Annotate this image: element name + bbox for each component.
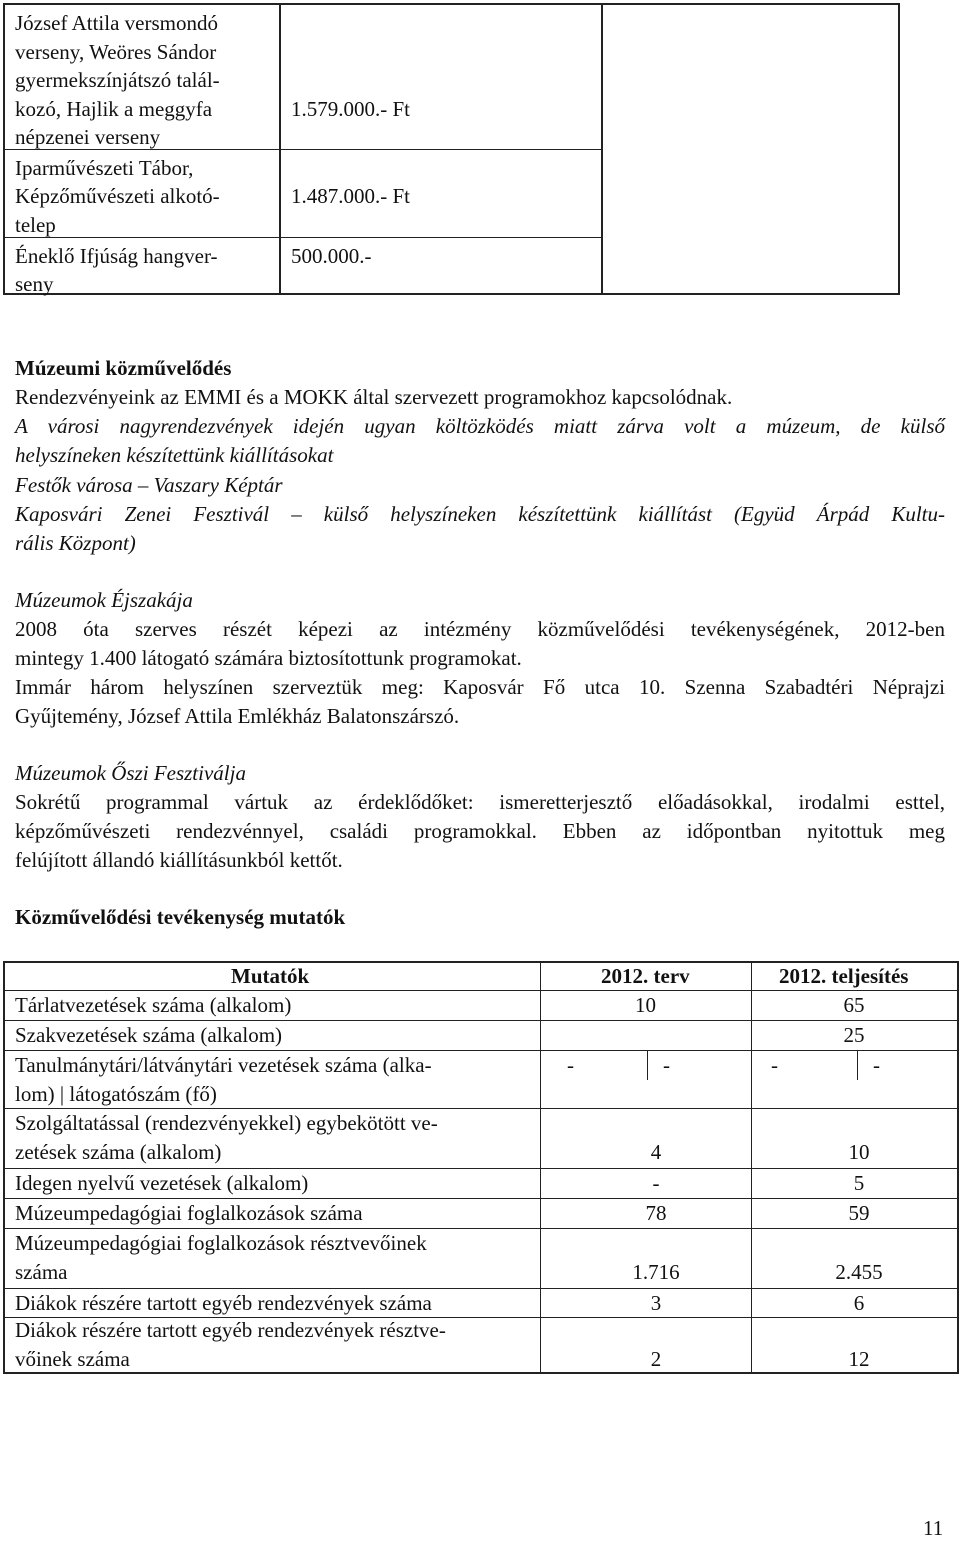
split-value: - [567, 1053, 574, 1077]
museum-heading: Múzeumi közművelődés [15, 356, 232, 380]
row-divider [281, 237, 601, 238]
actual-value: 5 [853, 1171, 865, 1195]
table-row [5, 1229, 957, 1289]
actual-value: 59 [848, 1201, 870, 1225]
plan-value: 2 [650, 1347, 662, 1371]
museum-italic-line: Kaposvári Zenei Fesztivál – külső helyszíneken készítettünk kiállítást (Együd Árpád Kultu- [15, 502, 945, 526]
event-line: Képzőművészeti alkotó- [15, 184, 220, 208]
night-title: Múzeumok Éjszakája [15, 588, 193, 612]
autumn-line: Sokrétű programmal vártuk az érdeklődőket: ismeretterjesztő előadásokkal, irodalmi esttel, [15, 790, 945, 814]
table-row [5, 1289, 957, 1318]
column-header: 2012. teljesítés [779, 964, 909, 988]
event-line: kozó, Hajlik a meggyfa [15, 97, 213, 121]
table-row [5, 1318, 957, 1374]
amounts-column [281, 5, 603, 293]
row-label: Szolgáltatással (rendezvényekkel) egybekötött ve- [15, 1111, 438, 1135]
event-line: Éneklő Ifjúság hangver- [15, 244, 218, 268]
autumn-line: képzőművészeti rendezvénnyel, családi programokkal. Ebben az időpontban nyitottuk meg [15, 819, 945, 843]
night-line: Gyűjtemény, József Attila Emlékház Balatonszárszó. [15, 704, 460, 728]
split-value: - [663, 1053, 670, 1077]
row-label: Idegen nyelvű vezetések (alkalom) [15, 1171, 309, 1195]
museum-italic-line: rális Központ) [15, 531, 136, 555]
actual-value: 12 [848, 1347, 870, 1371]
plan-value: 4 [650, 1140, 662, 1164]
amount-value: 1.487.000.- Ft [291, 184, 411, 208]
table-row [5, 1109, 957, 1169]
event-line: telep [15, 213, 56, 237]
event-line: népzenei verseny [15, 125, 161, 149]
event-line: verseny, Weöres Sándor [15, 40, 217, 64]
autumn-title: Múzeumok Őszi Fesztiválja [15, 761, 246, 785]
table-row [5, 991, 957, 1021]
actual-value: 65 [843, 993, 865, 1017]
row-label: Tanulmánytári/látványtári vezetések száma (alka- [15, 1053, 432, 1077]
row-label: Szakvezetések száma (alkalom) [15, 1023, 283, 1047]
plan-value: 10 [635, 993, 656, 1017]
events-column [5, 5, 281, 296]
table-row [5, 1051, 957, 1109]
event-line: Iparművészeti Tábor, [15, 156, 194, 180]
column-header: 2012. terv [601, 964, 690, 988]
actual-value: 6 [853, 1291, 865, 1315]
plan-value: 78 [645, 1201, 667, 1225]
plan-value: - [652, 1171, 660, 1195]
row-label: Múzeumpedagógiai foglalkozások száma [15, 1201, 363, 1225]
split-divider [857, 1051, 858, 1080]
museum-italic-line: helyszíneken készítettünk kiállításokat [15, 443, 334, 467]
museum-italic-line: A városi nagyrendezvények idején ugyan költözködés miatt zárva volt a múzeum, de külső [15, 414, 945, 438]
row-label: Múzeumpedagógiai foglalkozások résztvevőinek [15, 1231, 427, 1255]
museum-intro: Rendezvényeink az EMMI és a MOKK által szervezett programokhoz kapcsolódnak. [15, 385, 733, 409]
row-divider [281, 149, 601, 150]
actual-value: 2.455 [835, 1260, 883, 1284]
events-budget-table [3, 3, 900, 295]
row-label: Diákok részére tartott egyéb rendezvények résztve- [15, 1318, 446, 1342]
row-divider [5, 149, 279, 150]
museum-italic-line: Festők városa – Vaszary Képtár [15, 473, 283, 497]
actual-value: 10 [848, 1140, 870, 1164]
split-divider [647, 1051, 648, 1080]
amount-value: 500.000.- [291, 244, 372, 268]
table-header-row [5, 963, 957, 991]
column-header: Mutatók [231, 964, 310, 988]
autumn-line: felújított állandó kiállításunkból kettőt. [15, 848, 343, 872]
night-line: 2008 óta szerves részét képezi az intézmény közművelődési tevékenységének, 2012-ben [15, 617, 945, 641]
table-row [5, 1021, 957, 1051]
page-number: 11 [923, 1516, 944, 1540]
event-line: József Attila versmondó [15, 11, 218, 35]
row-label: lom) | látogatószám (fő) [15, 1082, 217, 1106]
indicators-heading: Közművelődési tevékenység mutatók [15, 905, 346, 929]
event-line: gyermekszínjátszó talál- [15, 68, 220, 92]
row-label: Tárlatvezetések száma (alkalom) [15, 993, 292, 1017]
plan-value: 1.716 [632, 1260, 680, 1284]
table-row [5, 1199, 957, 1229]
row-label: száma [15, 1260, 68, 1284]
amount-value: 1.579.000.- Ft [291, 97, 411, 121]
event-line: seny [15, 272, 54, 296]
row-label: vőinek száma [15, 1347, 130, 1371]
row-divider [5, 237, 279, 238]
night-line: mintegy 1.400 látogató számára biztosítottunk programokat. [15, 646, 522, 670]
row-label: Diákok részére tartott egyéb rendezvények száma [15, 1291, 432, 1315]
actual-value: 25 [843, 1023, 865, 1047]
split-value: - [771, 1053, 778, 1077]
table-row [5, 1169, 957, 1199]
night-line: Immár három helyszínen szerveztük meg: Kaposvár Fő utca 10. Szenna Szabadtéri Néprajzi [15, 675, 945, 699]
row-label: zetések száma (alkalom) [15, 1140, 222, 1164]
plan-value: 3 [650, 1291, 662, 1315]
split-value: - [873, 1053, 880, 1077]
indicators-table [3, 961, 959, 1374]
